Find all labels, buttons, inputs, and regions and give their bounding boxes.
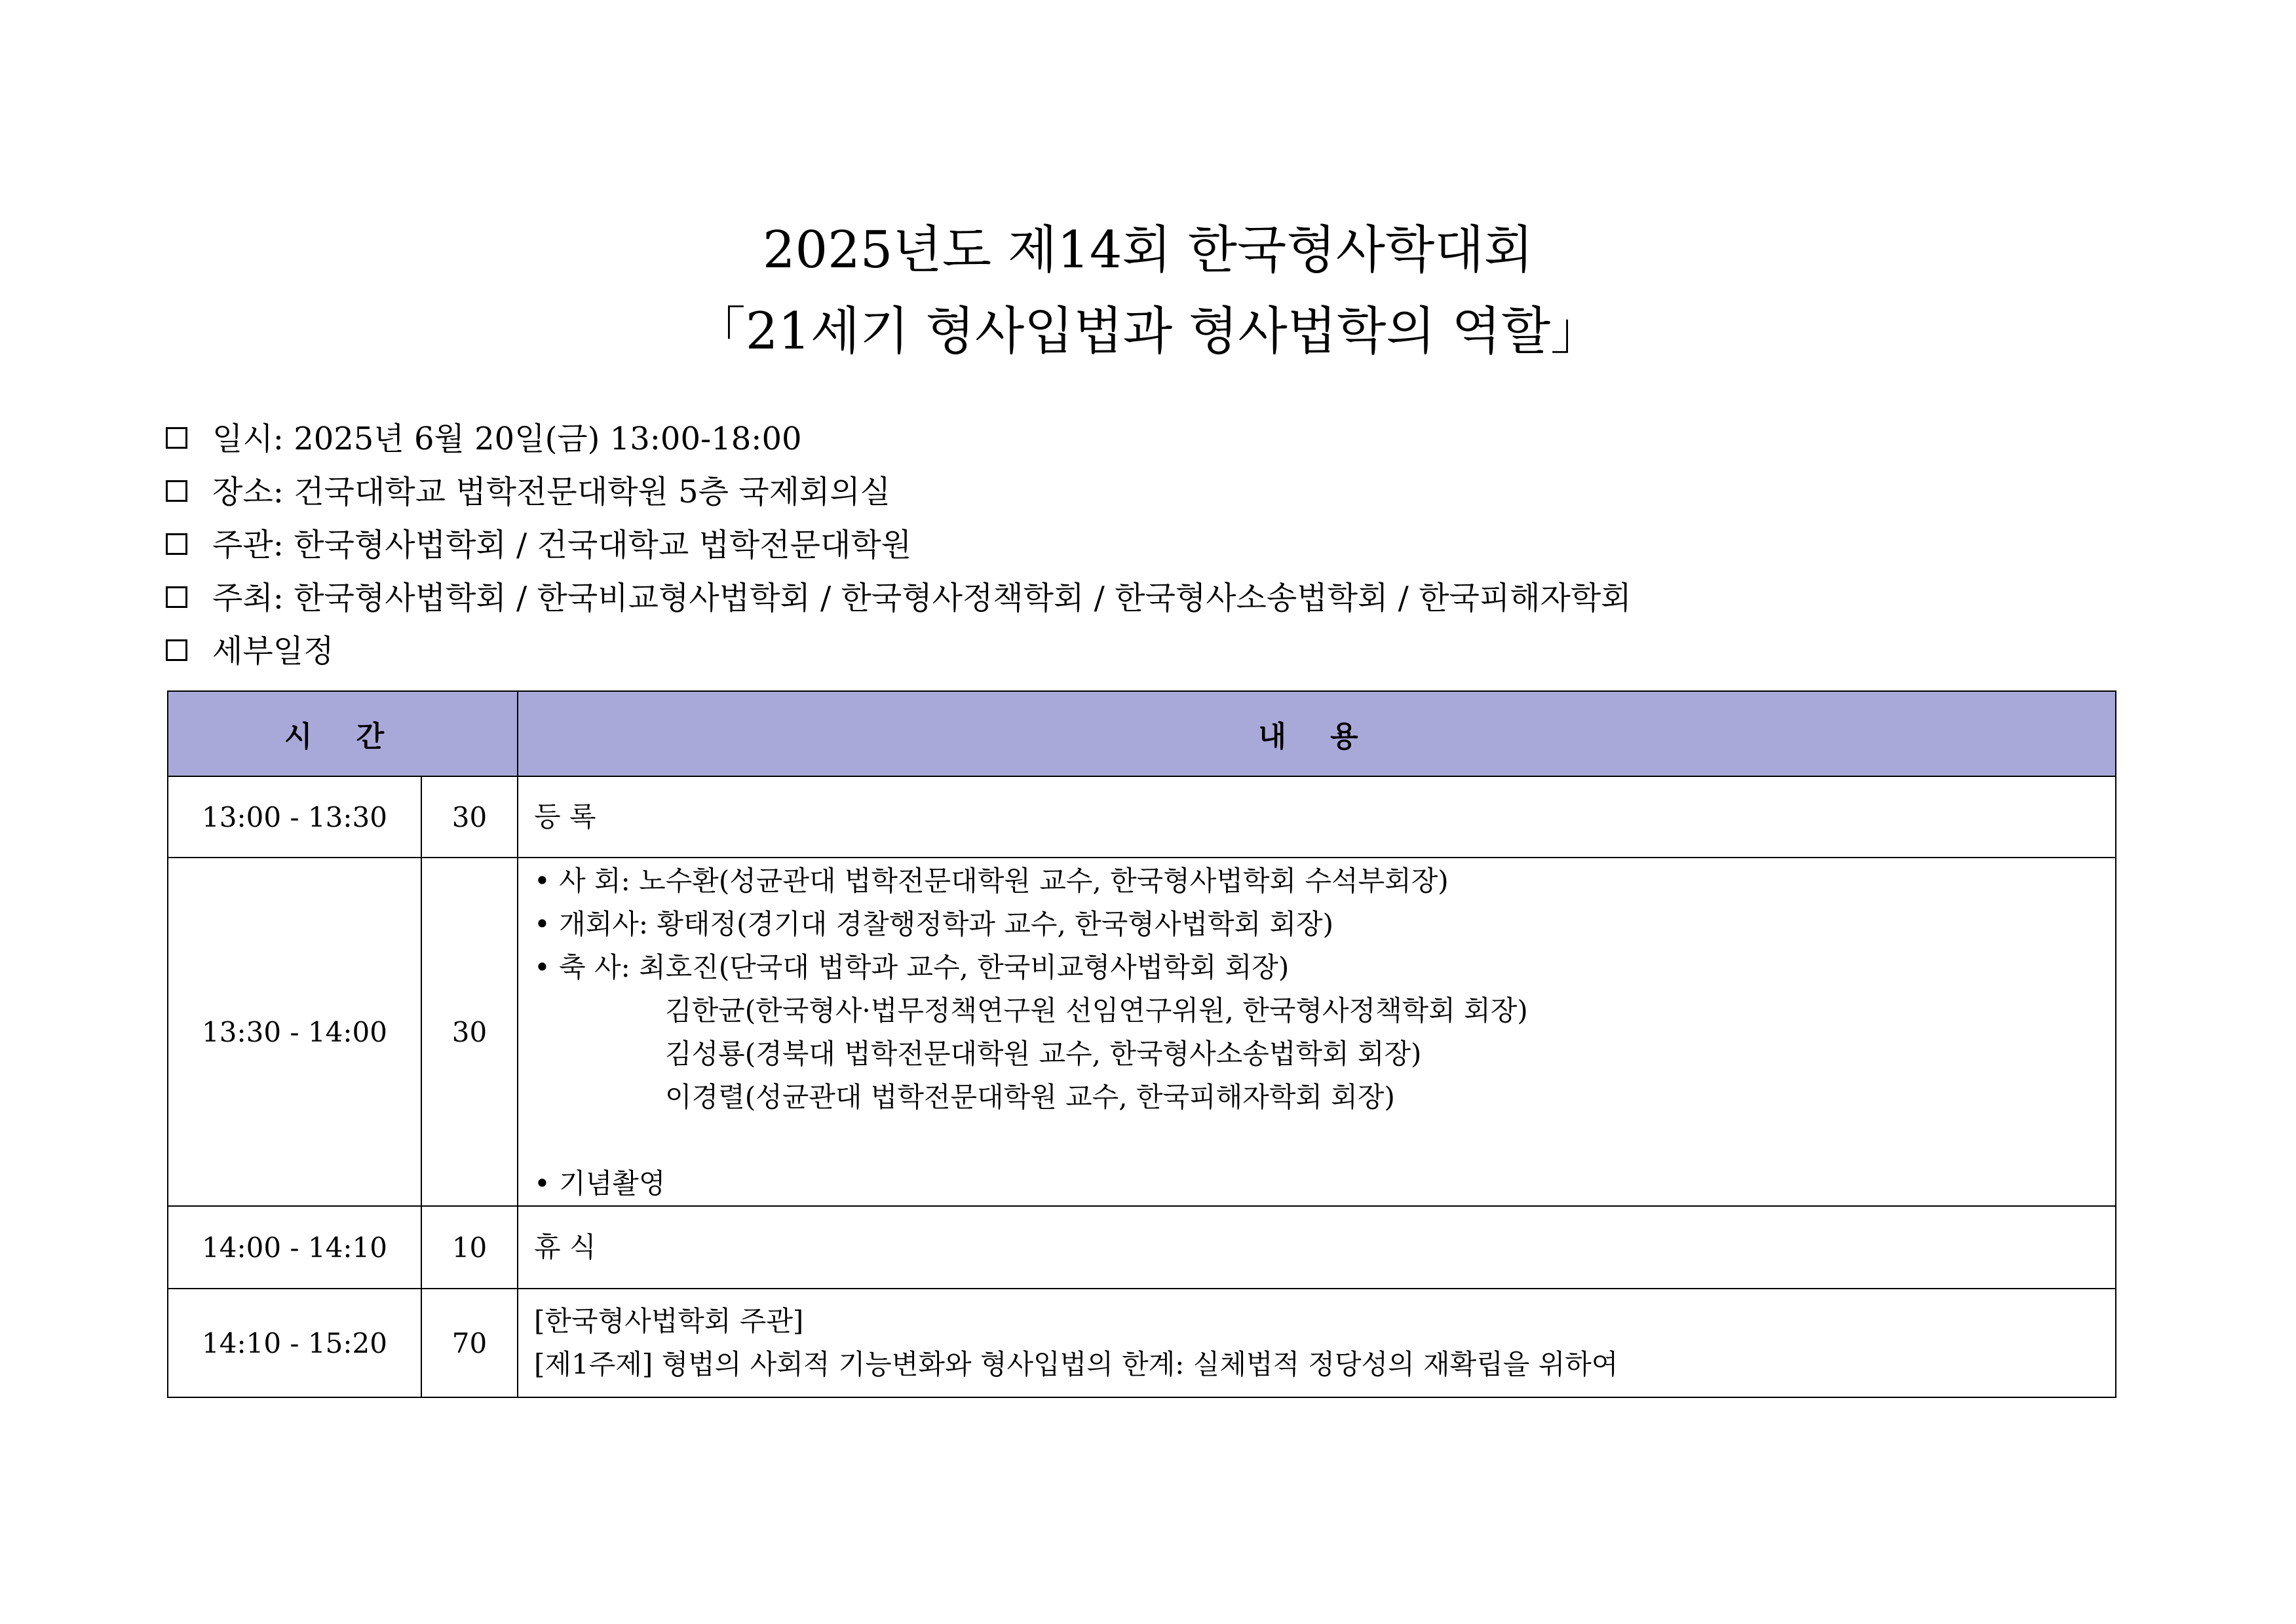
- info-value: 한국형사법학회 / 건국대학교 법학전문대학원: [294, 527, 912, 563]
- table-row: [168, 1289, 2116, 1397]
- info-organizer: [166, 519, 1632, 572]
- content-line: • 사 회: 노수환(성균관대 법학전문대학원 교수, 한국형사법학회 수석부회장): [534, 865, 1449, 897]
- row-time: 14:00 - 14:10: [168, 1206, 421, 1289]
- row-minutes: 10: [421, 1206, 518, 1289]
- schedule-table: [167, 690, 2116, 1398]
- row-time: 13:30 - 14:00: [168, 858, 421, 1206]
- event-info-list: [166, 413, 1632, 678]
- info-schedule-heading: [166, 625, 1632, 678]
- checkbox-icon: [166, 639, 187, 661]
- table-row: [168, 776, 2116, 858]
- info-value: 건국대학교 법학전문대학원 5층 국제회의실: [294, 474, 891, 510]
- document-title: [0, 210, 2296, 372]
- header-content: 내 용: [518, 691, 2116, 776]
- content-line: • 개회사: 황태정(경기대 경찰행정학과 교수, 한국형사법학회 회장): [534, 908, 1334, 940]
- row-minutes: 70: [421, 1289, 518, 1397]
- content-line: 이경렬(성균관대 법학전문대학원 교수, 한국피해자학회 회장): [665, 1081, 1395, 1113]
- content-line: 휴 식: [534, 1231, 596, 1263]
- content-spacer: [534, 1119, 2115, 1162]
- info-label: 장소:: [212, 474, 284, 510]
- row-content: [518, 1289, 2116, 1397]
- checkbox-icon: [166, 427, 187, 449]
- table-row: [168, 858, 2116, 1206]
- content-line: • 기념촬영: [534, 1167, 666, 1199]
- row-content: [518, 858, 2116, 1206]
- content-line: [제1주제] 형법의 사회적 기능변화와 형사입법의 한계: 실체법적 정당성의 재확립을 위하여: [534, 1348, 1618, 1380]
- table-row: [168, 1206, 2116, 1289]
- row-time: 14:10 - 15:20: [168, 1289, 421, 1397]
- row-minutes: 30: [421, 858, 518, 1206]
- info-label: 일시:: [212, 421, 284, 457]
- info-value: 2025년 6월 20일(금) 13:00-18:00: [294, 421, 802, 457]
- content-line: 등 록: [534, 801, 596, 833]
- info-label: 주관:: [212, 527, 284, 563]
- checkbox-icon: [166, 480, 187, 502]
- content-line: • 축 사: 최호진(단국대 법학과 교수, 한국비교형사법학회 회장): [534, 951, 1290, 983]
- row-content: [518, 1206, 2116, 1289]
- info-host: [166, 572, 1632, 625]
- row-content: [518, 776, 2116, 858]
- title-line-2: 「21세기 형사입법과 형사법학의 역할」: [694, 302, 1602, 361]
- info-value: 한국형사법학회 / 한국비교형사법학회 / 한국형사정책학회 / 한국형사소송법학회 / 한국피해자학회: [294, 580, 1632, 616]
- row-time: 13:00 - 13:30: [168, 776, 421, 858]
- info-date: [166, 413, 1632, 466]
- row-minutes: 30: [421, 776, 518, 858]
- content-line: 김한균(한국형사·법무정책연구원 선임연구위원, 한국형사정책학회 회장): [665, 994, 1528, 1027]
- table-header-row: [168, 691, 2116, 776]
- info-venue: [166, 466, 1632, 519]
- checkbox-icon: [166, 586, 187, 608]
- header-time: 시 간: [168, 691, 518, 776]
- content-line: [한국형사법학회 주관]: [534, 1305, 804, 1337]
- title-line-1: 2025년도 제14회 한국형사학대회: [762, 221, 1534, 280]
- checkbox-icon: [166, 533, 187, 555]
- info-label: 주최:: [212, 580, 284, 616]
- info-label: 세부일정: [212, 633, 334, 670]
- content-line: 김성룡(경북대 법학전문대학원 교수, 한국형사소송법학회 회장): [665, 1038, 1422, 1070]
